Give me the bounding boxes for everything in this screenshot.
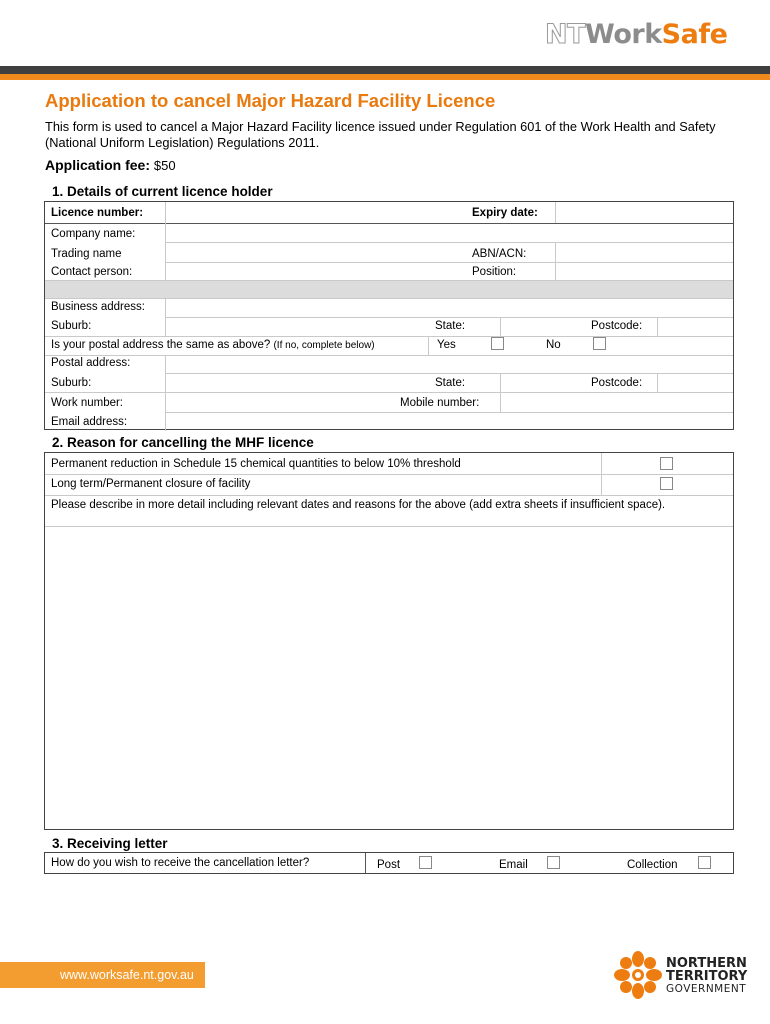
logo-nt-text: NT [545,19,586,50]
state2-label: State: [435,377,466,389]
section1-heading: 1. Details of current licence holder [52,184,273,199]
postal-address-field[interactable] [170,357,730,371]
logo-safe-text: Safe [661,19,728,50]
header-band [0,66,770,80]
collection-label: Collection [627,859,678,871]
mobile-number-label: Mobile number: [400,397,480,409]
nt-government-logo [612,950,752,1000]
postcode-label: Postcode: [591,320,643,332]
postal-same-question [51,339,375,352]
licence-number-label: Licence number: [51,207,144,219]
state-field[interactable] [505,320,585,334]
suburb-label: Suburb: [51,320,92,332]
company-name-field[interactable] [170,228,730,242]
section3-heading: 3. Receiving letter [52,836,168,851]
application-fee [45,157,176,173]
postal-same-note: (If no, complete below) [273,340,375,351]
footer-website-bar [0,962,205,988]
no-label: No [546,339,561,351]
abn-acn-field[interactable] [560,248,730,262]
postcode2-field[interactable] [660,377,730,391]
reason1-label: Permanent reduction in Schedule 15 chemical quantities to below 10% threshold [51,458,461,470]
yes-label: Yes [437,339,456,351]
reason2-checkbox[interactable] [660,477,673,490]
business-address-label: Business address: [51,301,145,313]
postcode-field[interactable] [660,320,730,334]
email-address-label: Email address: [51,416,128,428]
trading-name-label: Trading name [51,248,122,260]
contact-person-field[interactable] [170,266,460,280]
work-number-field[interactable] [170,397,390,411]
suburb-field[interactable] [170,320,425,334]
describe-label: Please describe in more detail including relevant dates and reasons for the above (add extra sheets if insufficient space). [51,499,666,511]
gov-line3: GOVERNMENT [666,983,747,995]
reason2-label: Long term/Permanent closure of facility [51,478,251,490]
receive-question: How do you wish to receive the cancellation letter? [51,857,310,869]
postal-same-yes-checkbox[interactable] [491,337,504,350]
website-link[interactable]: www.worksafe.nt.gov.au [60,968,194,982]
state-label: State: [435,320,466,332]
suburb2-field[interactable] [170,377,425,391]
licence-number-field[interactable] [170,207,460,221]
describe-textarea[interactable] [46,527,732,827]
postal-same-label: Is your postal address the same as above? [51,339,271,351]
reason1-checkbox[interactable] [660,457,673,470]
contact-person-label: Contact person: [51,266,133,278]
postal-same-no-checkbox[interactable] [593,337,606,350]
desert-rose-icon [612,950,664,1000]
post-label: Post [377,859,401,871]
nt-government-text [666,957,747,996]
gov-line1: NORTHERN [666,956,747,971]
position-label: Position: [472,266,517,278]
state2-field[interactable] [505,377,585,391]
expiry-date-label: Expiry date: [472,207,538,219]
business-address-field[interactable] [170,301,730,315]
postal-address-label: Postal address: [51,357,131,369]
trading-name-field[interactable] [170,248,460,262]
company-name-label: Company name: [51,228,136,240]
abn-acn-label: ABN/ACN: [472,248,527,260]
mobile-number-field[interactable] [505,397,730,411]
email-address-field[interactable] [170,416,730,428]
post-checkbox[interactable] [419,856,432,869]
worksafe-logo [545,20,727,50]
gov-line2: TERRITORY [666,969,748,984]
postcode2-label: Postcode: [591,377,643,389]
fee-label: Application fee: [45,157,151,173]
intro-text: This form is used to cancel a Major Hazard Facility licence issued under Regulation 601 of the Work Health and Safety (National Uniform Legislation) Regulations 2011. [45,119,716,150]
expiry-date-field[interactable] [560,207,730,221]
collection-checkbox[interactable] [698,856,711,869]
position-field[interactable] [560,266,730,280]
section2-heading: 2. Reason for cancelling the MHF licence [52,435,314,450]
suburb2-label: Suburb: [51,377,92,389]
page-title: Application to cancel Major Hazard Facility Licence [45,90,496,111]
fee-value: $50 [153,158,176,173]
email-label: Email [499,859,528,871]
work-number-label: Work number: [51,397,124,409]
logo-work-text: Work [585,19,662,50]
email-checkbox[interactable] [547,856,560,869]
